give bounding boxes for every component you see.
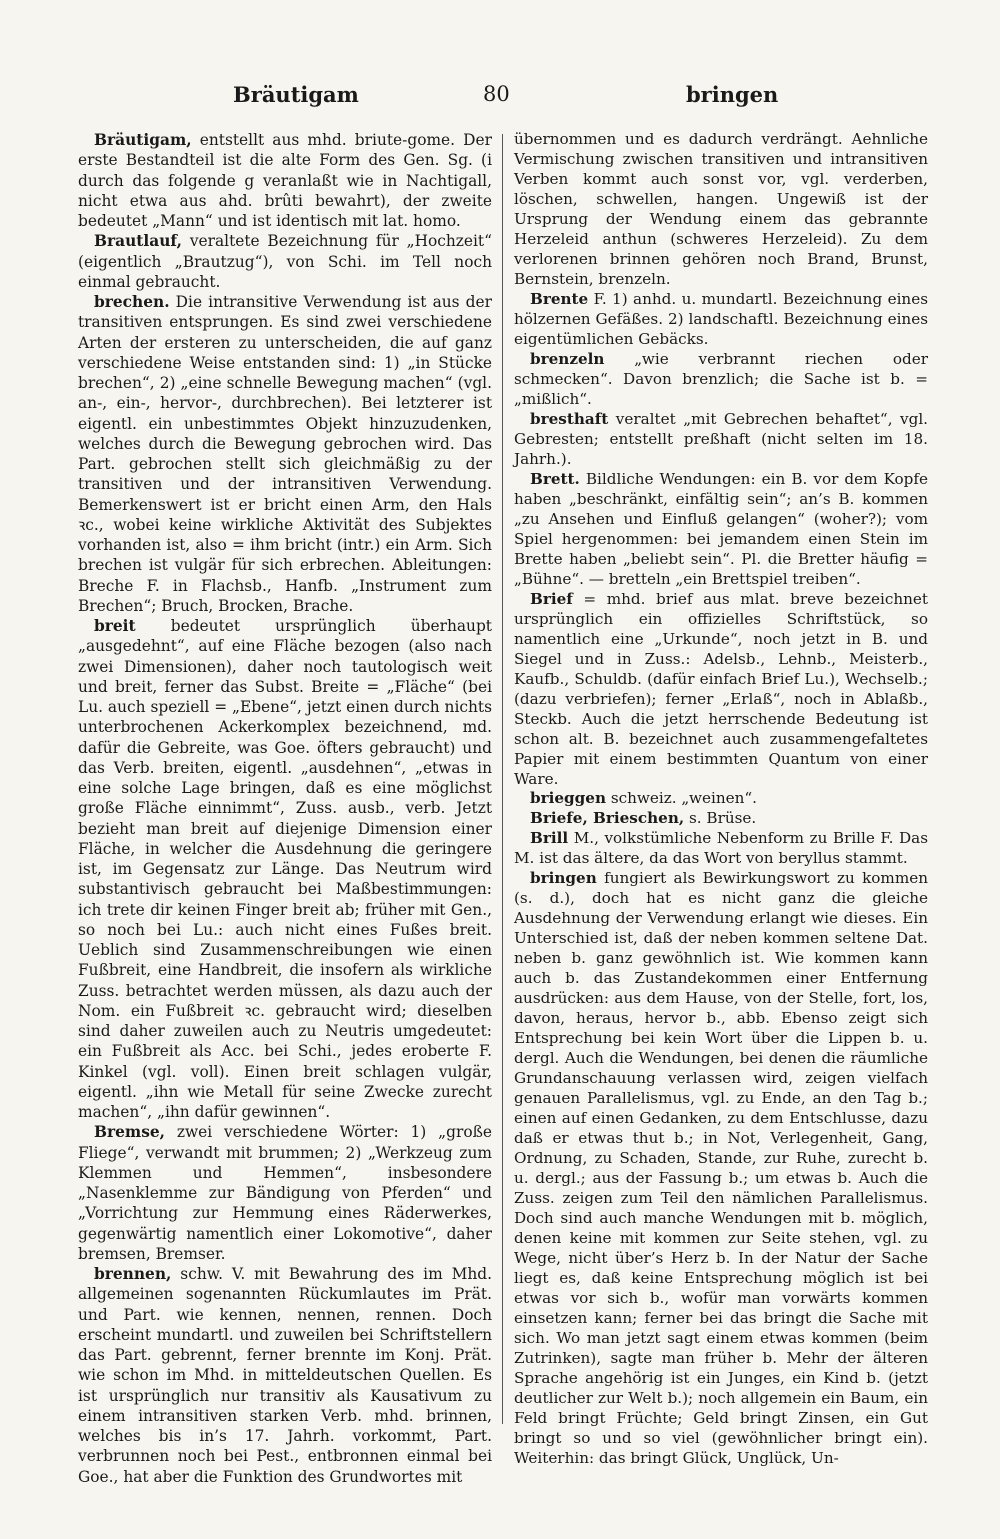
entry-text: Bildliche Wendungen: ein B. vor dem Kopfe haben „beschränkt, einfältig sein“; an’s B. kommen „zu Ansehen und Einfluß gelangen“ (woher?); vom Spiel hergenommen: bei jemandem einen Stein im Brette haben „beliebt sein“. Pl. die Bretter häufig = „Bühne“. — bretteln „ein Brettspiel treiben“. [514,469,928,588]
dictionary-entry [78,130,492,231]
right-column [514,130,928,1469]
entry-text: schw. V. mit Bewahrung des im Mhd. allgemeinen sogenannten Rückumlautes im Prät. und Part. wie kennen, nennen, rennen. Doch erscheint mundartl. und zuweilen bei Schriftstellern das Part. gebrennt, ferner brennte im Konj. Prät. wie schon im Mhd. in mitteldeutschen Quellen. Es ist ursprünglich nur transitiv als Kausativum zu einem intransitiven starken Verb. mhd. brinnen, welches bis in’s 17. Jahrh. vorkommt, Part. verbrunnen noch bei Pest., entbronnen einmal bei Goe., hat aber die Funktion des Grundwortes mit [78,1265,492,1486]
entry-text: fungiert als Bewirkungswort zu kommen (s. d.), doch hat es nicht ganz die gleiche Ausdehnung der Verwendung erlangt wie dieses. Ein Unterschied ist, daß der neben kommen seltene Dat. neben b. ganz gewöhnlich ist. Wie kommen kann auch b. das Zustandekommen einer Entfernung ausdrücken: aus dem Hause, von der Stelle, fort, los, davon, heraus, hervor b., abb. Ebenso zeigt sich Entsprechung bei kein Wort über die Lippen b. u. dergl. Auch die Wendungen, bei denen die räumliche Grundanschauung verlassen wird, zeigen vielfach genauen Parallelismus, vgl. zu Ende, an den Tag b.; einen auf einen Gedanken, zu dem Entschlusse, dazu daß er etwas thut b.; in Not, Verlegenheit, Gang, Ordnung, zu Schaden, Stande, zur Ruhe, zurecht b. u. dergl.; aus der Fassung b.; um etwas b. Auch die Zuss. zeigen zum Teil den nämlichen Parallelismus. Doch sind auch manche Wendungen mit b. möglich, denen keine mit kommen zur Seite stehen, vgl. zu Wege, nicht über’s Herz b. In der Natur der Sache liegt es, daß keine Entsprechung möglich ist bei etwas vor sich b., wofür man vorwärts kommen einsetzen kann; ferner bei das bringt die Sache mit sich. Wo man jetzt sagt einem etwas kommen (beim Zutrinken), sagte man früher b. Mehr der älteren Sprache angehörig ist ein Junges, ein Kind b. (jetzt deutlicher zur Welt b.); noch allgemein ein Baum, ein Feld bringt Früchte; Geld bringt Zinsen, ein Gut bringt so und so viel (gewöhnlicher bringt ein). Weiterhin: das bringt Glück, Unglück, Un- [514,869,928,1467]
entry-headword: Brett. [530,469,580,488]
entry-headword: Brautlauf, [94,232,183,251]
entry-text: schweiz. „weinen“. [606,789,757,808]
dictionary-entry [78,1264,492,1487]
dictionary-entry [78,1122,492,1264]
dictionary-entry [514,290,928,350]
header-left-headword: Bräutigam [233,82,359,107]
dictionary-entry [78,292,492,616]
dictionary-entry [514,809,928,829]
dictionary-entry [514,350,928,410]
entry-text: entstellt aus mhd. briute-gome. Der erste Bestandteil ist die alte Form des Gen. Sg. (i durch das folgende g veranlaßt wie in Nachtigall, nicht etwa aus ahd. brûti bewahrt), der zweite bedeutet „Mann“ und ist identisch mit lat. homo. [78,131,492,230]
page-number: 80 [483,82,510,106]
entry-text: F. 1) anhd. u. mundartl. Bezeichnung eines hölzernen Gefäßes. 2) landschaftl. Bezeichnung eines eigentümlichen Gebäcks. [514,289,928,348]
dictionary-entry [514,410,928,470]
entry-headword: bringen [530,869,597,888]
entry-headword: Briefe, Brieschen, [530,809,685,828]
entry-headword: breit [94,617,136,635]
entry-headword: brieggen [530,789,606,808]
entry-text: bedeutet ursprünglich überhaupt „ausgedehnt“, auf eine Fläche bezogen (also nach zwei Dimensionen), daher noch tautologisch weit und breit, ferner das Subst. Breite = „Fläche“ (bei Lu. auch speziell = „Ebene“, jetzt einen durch nichts unterbrochenen Ackerkomplex bezeichnend, md. dafür die Gebreite, was Goe. öfters gebraucht) und das Verb. breiten, eigentl. „ausdehnen“, „etwas in eine solche Lage bringen, daß es eine möglichst große Fläche einnimmt“, Zuss. ausb., verb. Jetzt bezieht man breit auf diejenige Dimension einer Fläche, in welcher die Ausdehnung die geringere ist, im Gegensatz zur Länge. Das Neutrum wird substantivisch gebraucht bei Maßbestimmungen: ich trete dir keinen Finger breit ab; früher mit Gen., so noch bei Lu.: auch nicht eines Fußes breit. Ueblich sind Zusammenschreibungen wie einen Fußbreit, eine Handbreit, die insofern als wirkliche Zuss. betrachtet werden müssen, als dazu auch der Nom. ein Fußbreit ꝛc. gebraucht wird; dieselben sind daher zuweilen auch zu Neutris umgedeutet: ein Fußbreit als Acc. bei Schi., jedes eroberte F. Kinkel (vgl. voll). Einen breit schlagen vulgär, eigentl. „ihn wie Metall für seine Zwecke zurecht machen“, „ihn dafür gewinnen“. [78,617,492,1121]
entry-headword: brennen, [94,1265,172,1283]
left-column [78,130,492,1487]
dictionary-entry [78,231,492,292]
entry-headword: Bräutigam, [94,131,192,149]
entry-headword: brenzeln [530,349,605,368]
entry-headword: Bremse, [94,1123,166,1142]
entry-text: Die intransitive Verwendung ist aus der transitiven entsprungen. Es sind zwei verschiedene Arten der ersteren zu unterscheiden, die auf ganz verschiedene Weise entstanden sind: 1) „in Stücke brechen“, 2) „eine schnelle Bewegung machen“ (vgl. an-, ein-, hervor-, durchbrechen). Bei letzterer ist eigentl. ein unbestimmtes Objekt hinzuzudenken, welches durch die Bewegung gebrochen wird. Das Part. gebrochen stellt sich gleichmäßig zu der transitiven und der intransitiven Verwendung. Bemerkenswert ist er bricht einen Arm, den Hals ꝛc., wobei keine wirkliche Aktivität des Subjektes vorhanden ist, also = ihm bricht (intr.) ein Arm. Sich brechen ist vulgär für sich erbrechen. Ableitungen: Breche F. in Flachsb., Hanfb. „Instrument zum Brechen“; Bruch, Brocken, Brache. [78,293,492,615]
dictionary-entry [78,616,492,1122]
entry-text: s. Brüse. [684,809,757,828]
header-right-headword: bringen [686,82,779,107]
entry-headword: brechen. [94,293,170,311]
entry-text: M., volkstümliche Nebenform zu Brille F. Das M. ist das ältere, da das Wort von beryllus stammt. [514,829,928,868]
entry-text: „wie verbrannt riechen oder schmecken“. Davon brenzlich; die Sache ist b. = „mißlich“. [514,349,928,408]
entry-headword: Brief [530,589,573,608]
dictionary-entry [514,829,928,869]
dictionary-entry [514,590,928,790]
column-divider [502,134,503,1424]
page-header [78,82,928,116]
entry-headword: Brente [530,289,589,308]
entry-text: veraltet „mit Gebrechen behaftet“, vgl. Gebresten; entstellt preßhaft (nicht selten im 18. Jahrh.). [514,409,928,468]
dictionary-entry [514,869,928,1469]
entry-headword: bresthaft [530,409,609,428]
entry-text: zwei verschiedene Wörter: 1) „große Fliege“, verwandt mit brummen; 2) „Werkzeug zum Klemmen und Hemmen“, insbesondere „Nasenklemme zur Bändigung von Pferden“ und „Vorrichtung zur Hemmung eines Räderwerkes, gegenwärtig namentlich einer Lokomotive“, daher bremsen, Bremser. [78,1123,492,1263]
dictionary-entry [514,130,928,290]
entry-text: übernommen und es dadurch verdrängt. Aehnliche Vermischung zwischen transitiven und intransitiven Verben kommt auch sonst vor, vgl. verderben, löschen, schwellen, hangen. Ungewiß ist der Ursprung der Wendung einem das gebrannte Herzeleid anthun (schweres Herzeleid). Zu dem verlorenen brinnen gehören noch Brand, Brunst, Bernstein, brenzeln. [514,130,928,288]
entry-headword: Brill [530,829,569,848]
dictionary-entry [514,470,928,590]
dictionary-entry [514,789,928,809]
entry-text: veraltete Bezeichnung für „Hochzeit“ (eigentlich „Brautzug“), von Schi. im Tell noch einmal gebraucht. [78,232,492,291]
entry-text: = mhd. brief aus mlat. breve bezeichnet ursprünglich ein offizielles Schriftstück, so namentlich eine „Urkunde“, noch jetzt in B. und Siegel und in Zuss.: Adelsb., Lehnb., Meisterb., Kaufb., Schuldb. (dafür einfach Brief Lu.), Wechselb.; (dazu verbriefen); ferner „Erlaß“, noch in Ablaßb., Steckb. Auch die jetzt herrschende Bedeutung ist schon alt. B. bezeichnet auch zusammengefaltetes Papier mit einem bestimmten Quantum von einer Ware. [514,589,928,788]
